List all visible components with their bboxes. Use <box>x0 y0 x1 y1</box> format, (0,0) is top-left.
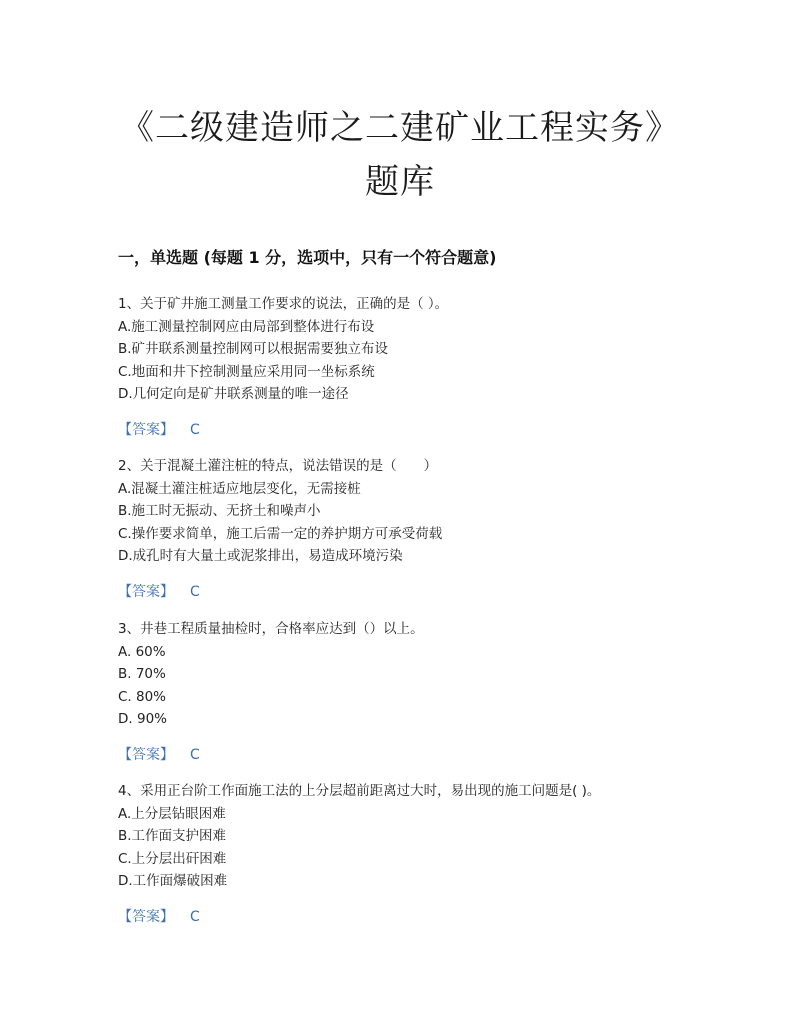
question-2 <box>118 455 718 603</box>
answer-value: C <box>190 746 200 763</box>
answer-row <box>118 906 718 928</box>
answer-value: C <box>190 421 200 438</box>
answer-label: 【答案】 <box>118 746 174 763</box>
question-3 <box>118 618 718 766</box>
option-c: C.上分层出矸困难 <box>118 850 227 867</box>
option-b: B.施工时无振动、无挤土和噪声小 <box>118 503 321 519</box>
answer-label: 【答案】 <box>118 908 174 925</box>
answer-row <box>118 744 718 766</box>
option-d: D.几何定向是矿井联系测量的唯一途径 <box>118 386 349 402</box>
option-c: C.操作要求简单，施工后需一定的养护期方可承受荷载 <box>118 525 443 542</box>
question-stem: 4、采用正台阶工作面施工法的上分层超前距离过大时，易出现的施工问题是( )。 <box>118 783 601 799</box>
option-d: D.成孔时有大量土或泥浆排出，易造成环境污染 <box>118 548 403 564</box>
question-4 <box>118 780 718 928</box>
answer-value: C <box>190 908 200 925</box>
option-c: C. 80% <box>118 688 167 705</box>
question-stem: 2、关于混凝土灌注桩的特点，说法错误的是（ ） <box>118 458 438 474</box>
option-b: B. 70% <box>118 666 166 682</box>
option-a: A.上分层钻眼困难 <box>118 805 226 822</box>
option-d: D. 90% <box>118 711 167 727</box>
document-title: 《二级建造师之二建矿业工程实务》 <box>120 108 680 148</box>
question-1 <box>118 293 718 441</box>
option-b: B.工作面支护困难 <box>118 828 227 844</box>
question-stem: 1、关于矿井施工测量工作要求的说法，正确的是（ ）。 <box>118 296 449 312</box>
option-b: B.矿井联系测量控制网可以根据需要独立布设 <box>118 341 389 357</box>
section-heading: 一，单选题 (每题 1 分，选项中，只有一个符合题意) <box>118 248 497 267</box>
option-d: D.工作面爆破困难 <box>118 873 228 889</box>
answer-value: C <box>190 583 200 600</box>
answer-row <box>118 419 718 441</box>
answer-label: 【答案】 <box>118 421 174 438</box>
option-a: A.施工测量控制网应由局部到整体进行布设 <box>118 318 375 335</box>
option-a: A.混凝土灌注桩适应地层变化，无需接桩 <box>118 480 361 497</box>
answer-row <box>118 581 718 603</box>
option-c: C.地面和井下控制测量应采用同一坐标系统 <box>118 363 375 380</box>
document-title-line2: 题库 <box>365 162 435 202</box>
answer-label: 【答案】 <box>118 583 174 600</box>
option-a: A. 60% <box>118 643 166 660</box>
question-stem: 3、井巷工程质量抽检时，合格率应达到（）以上。 <box>118 621 424 637</box>
